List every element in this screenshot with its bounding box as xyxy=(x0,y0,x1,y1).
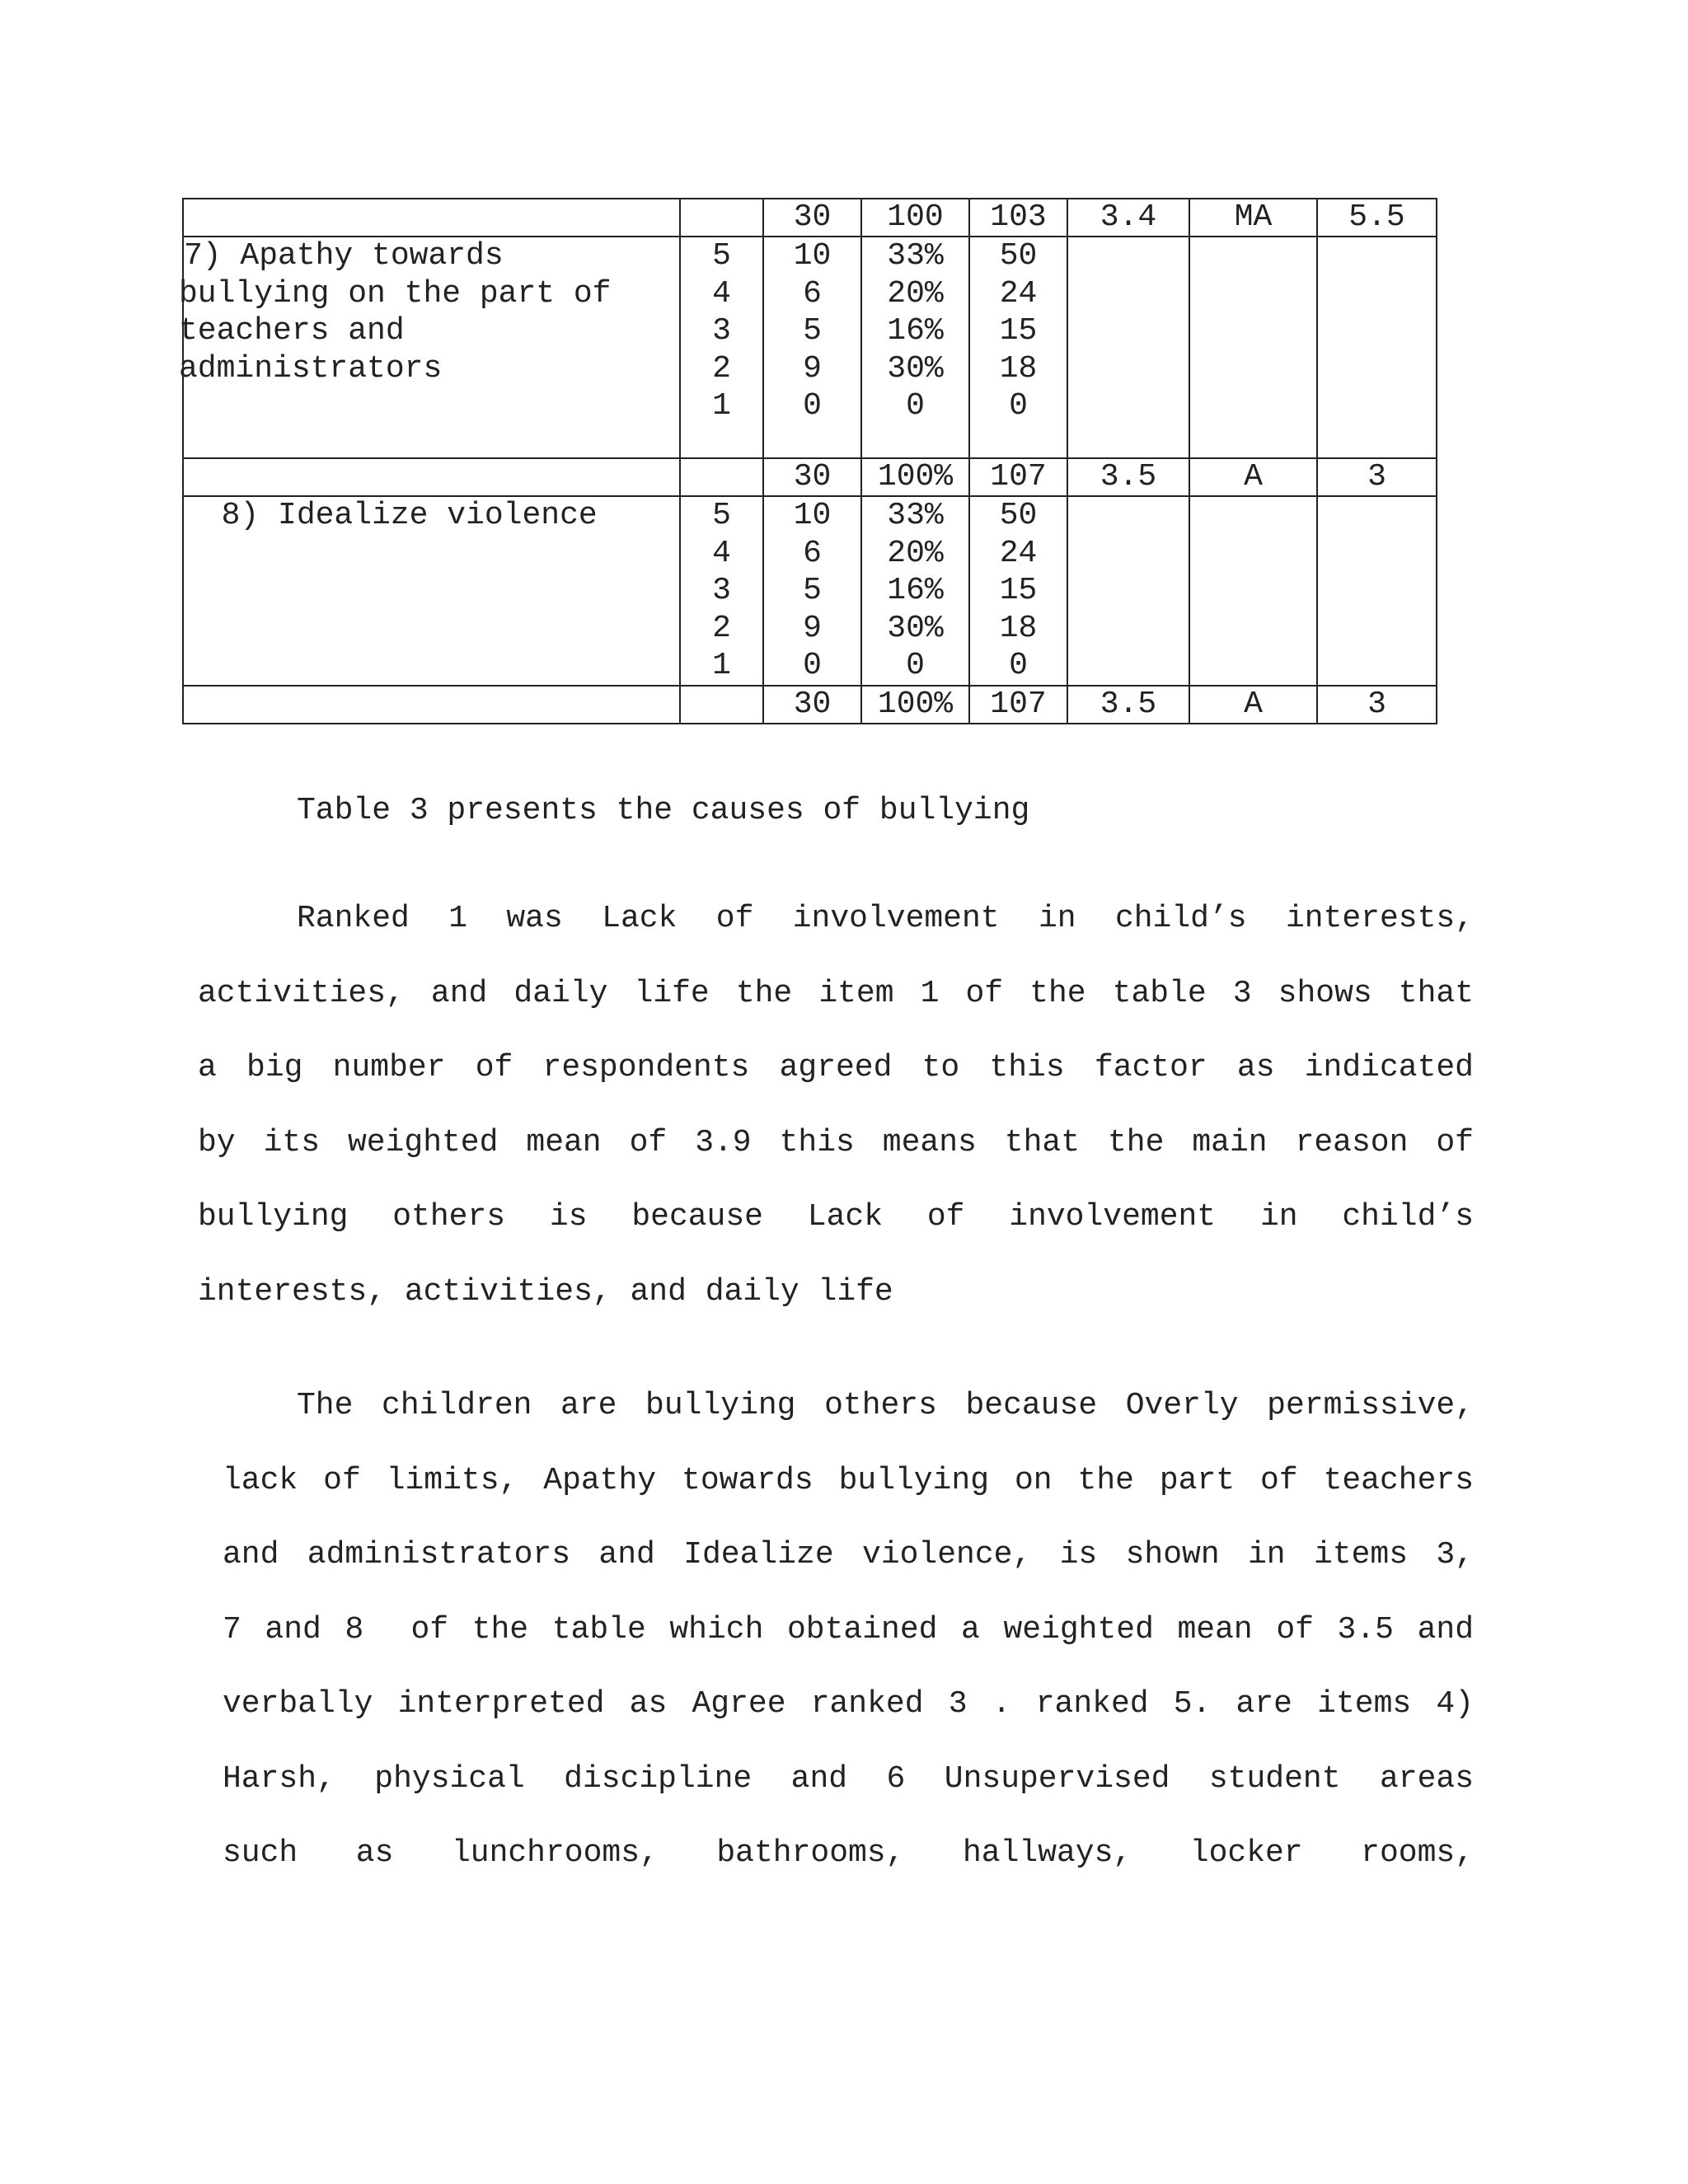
total-percent: 100% xyxy=(861,686,969,724)
rank: 3 xyxy=(1317,458,1437,496)
text-line: and administrators and Idealize violence, is shown in items 3, xyxy=(223,1537,1474,1572)
text-line: interests, activities, and daily life xyxy=(198,1273,893,1310)
weighted-mean: 3.5 xyxy=(1067,686,1189,724)
total-count: 30 xyxy=(763,199,861,237)
text-line: Ranked 1 was Lack of involvement in child’s interests, xyxy=(297,901,1474,936)
text-line: activities, and daily life the item 1 of the table 3 shows that xyxy=(198,975,1474,1011)
weighted-frequency-column: 50 24 15 18 0 xyxy=(969,496,1067,686)
weighted-frequency-column: 50 24 15 18 0 xyxy=(969,237,1067,458)
summary-row xyxy=(183,458,1437,496)
summary-row xyxy=(183,199,1437,237)
item-label: 8) Idealize violence xyxy=(183,496,680,686)
weighted-mean: 3.4 xyxy=(1067,199,1189,237)
total-weighted-frequency: 107 xyxy=(969,458,1067,496)
item-row xyxy=(183,237,1437,458)
text-line: verbally interpreted as Agree ranked 3 . ranked 5. are items 4) xyxy=(223,1686,1474,1722)
total-count: 30 xyxy=(763,686,861,724)
paragraph-2 xyxy=(223,1369,1474,1891)
item-label: 7) Apathy towards bullying on the part of teachers and administrators xyxy=(183,237,680,458)
text-line: lack of limits, Apathy towards bullying on the part of teachers xyxy=(223,1462,1474,1498)
item-row xyxy=(183,496,1437,686)
causes-table xyxy=(179,198,1437,724)
verbal-interpretation: MA xyxy=(1189,199,1317,237)
text-line: such as lunchrooms, bathrooms, hallways, locker rooms, xyxy=(223,1835,1474,1871)
total-weighted-frequency: 103 xyxy=(969,199,1067,237)
total-weighted-frequency: 107 xyxy=(969,686,1067,724)
table-caption: Table 3 presents the causes of bullying xyxy=(297,793,1030,828)
scale-column: 5 4 3 2 1 xyxy=(680,237,763,458)
scale-column: 5 4 3 2 1 xyxy=(680,496,763,686)
rank: 3 xyxy=(1317,686,1437,724)
frequency-column: 10 6 5 9 0 xyxy=(763,237,861,458)
total-count: 30 xyxy=(763,458,861,496)
weighted-mean: 3.5 xyxy=(1067,458,1189,496)
text-line: 7 and 8 of the table which obtained a weighted mean of 3.5 and xyxy=(223,1611,1474,1647)
text-line: bullying others is because Lack of involvement in child’s xyxy=(198,1199,1474,1235)
frequency-column: 10 6 5 9 0 xyxy=(763,496,861,686)
text-line: The children are bullying others because Overly permissive, xyxy=(297,1388,1474,1423)
verbal-interpretation: A xyxy=(1189,686,1317,724)
paragraph-1 xyxy=(198,882,1474,1329)
verbal-interpretation: A xyxy=(1189,458,1317,496)
total-percent: 100% xyxy=(861,458,969,496)
percent-column: 33% 20% 16% 30% 0 xyxy=(861,496,969,686)
text-line: by its weighted mean of 3.9 this means that the main reason of xyxy=(198,1124,1474,1160)
text-line: a big number of respondents agreed to this factor as indicated xyxy=(198,1050,1474,1085)
text-line: Harsh, physical discipline and 6 Unsupervised student areas xyxy=(223,1760,1474,1797)
percent-column: 33% 20% 16% 30% 0 xyxy=(861,237,969,458)
total-percent: 100 xyxy=(861,199,969,237)
summary-row xyxy=(183,686,1437,724)
rank: 5.5 xyxy=(1317,199,1437,237)
